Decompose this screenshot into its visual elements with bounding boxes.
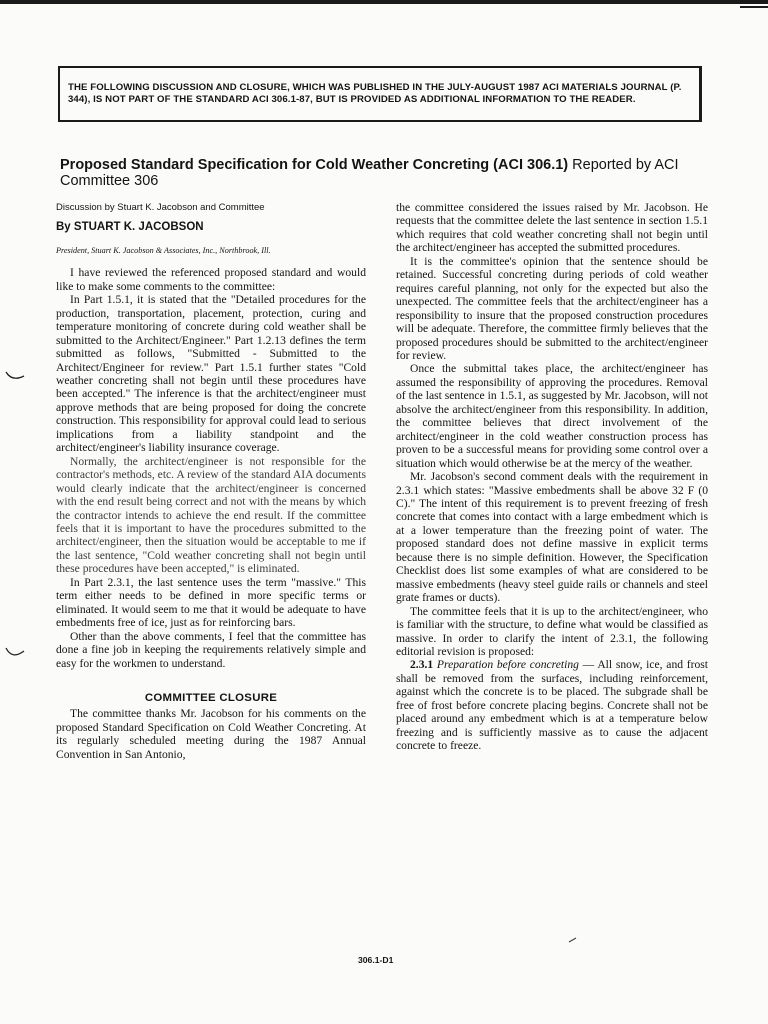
discussion-paragraph: In Part 2.3.1, the last sentence uses the term "massive." This term either needs to be defined in more specific terms or eliminated. It would seem to me that it would be adequate to have embedments free of ice, just as for reinforcing bars. (56, 575, 366, 630)
top-rule (0, 0, 768, 4)
article-title-committee: Reported by ACI Committee 306 (60, 157, 679, 189)
margin-check-mark-icon (4, 644, 26, 662)
right-column (396, 201, 708, 753)
author-byline: By STUART K. JACOBSON (56, 221, 204, 234)
article-title (60, 157, 710, 189)
notice-box (58, 66, 702, 122)
closure-paragraph: The committee thanks Mr. Jacobson for his comments on the proposed Standard Specification on Cold Weather Concreting. At its regularly scheduled meeting during the 1987 Annual Convention in San Antonio, (56, 707, 366, 761)
margin-check-mark-icon (4, 368, 26, 384)
article-title-main: Proposed Standard Specification for Cold Weather Concreting (ACI 306.1) (60, 157, 569, 173)
discussion-paragraph: Normally, the architect/engineer is not responsible for the contractor's methods, etc. A review of the standard AIA documents would clearly indicate that the architect/engineer is concerned with the end result being correct and not with the means by which the contractor intends to achieve the end result. If the committee feels that it is important to have the procedures submitted to the architect/engineer, then the situation would be acceptable to me if the last sentence, "Cold weather concreting shall not begin until these procedures have been accepted," is eliminated. (56, 454, 366, 576)
closure-paragraph: The committee feels that it is up to the architect/engineer, who is familiar with the structure, to define what would be classified as massive. In order to clarify the intent of 2.3.1, the following editorial revision is proposed: (396, 604, 708, 658)
left-column (56, 201, 366, 761)
closure-paragraph: Mr. Jacobson's second comment deals with the requirement in 2.3.1 which states: "Massive embedments shall be above 32 F (0 C)." The intent of this requirement is to prevent freezing of fresh concrete that comes into contact with a large embedment which is at a lower temperature than the freezing point of water. The proposed standard does not define massive in explicit terms because there is no simple definition. However, the Specification Checklist does list some examples of what are considered to be massive embedments (heavy steel guide rails or channels and steel grate frames or ducts). (396, 470, 708, 605)
top-rule-fragment (740, 6, 768, 8)
closure-heading: COMMITTEE CLOSURE (144, 691, 278, 704)
revision-number: 2.3.1 (410, 658, 434, 672)
discussion-credit: Discussion by Stuart K. Jacobson and Committee (56, 202, 265, 213)
discussion-paragraph: Other than the above comments, I feel that the committee has done a fine job in keeping the requirements relatively simple and easy for the workmen to understand. (56, 629, 366, 670)
revision-dash: — (578, 658, 598, 672)
author-affiliation: President, Stuart K. Jacobson & Associates, Inc., Northbrook, Ill. (56, 245, 271, 255)
discussion-paragraph: In Part 1.5.1, it is stated that the "Detailed procedures for the production, transportation, placement, protection, curing and temperature monitoring of concrete during cold weather shall be submitted to the Architect/Engineer." Part 1.2.13 defines the term submitted as follows, "Submitted - Submitted to the Architect/Engineer for review." Part 1.5.1 further states "Cold weather concreting shall not begin until these procedures have been accepted." The inference is that the architect/engineer must approve methods that are being proposed for doing the concrete construction. This responsibility for approval could lead to serious implications from a liability standpoint and the architect/engineer's liability insurance coverage. (56, 293, 366, 455)
closure-paragraph: Once the submittal takes place, the architect/engineer has assumed the responsibility of approving the procedures. Removal of the last sentence in 1.5.1, as suggested by Mr. Jacobson, will not absolve the architect/engineer from this responsibility. In addition, the committee believes that direct involvement of the architect/engineer in the cold weather construction process has proven to be a successful means for providing some control over a situation which would otherwise be at the mercy of the weather. (396, 362, 708, 470)
closure-paragraph: the committee considered the issues raised by Mr. Jacobson. He requests that the committee delete the last sentence in section 1.5.1 which requires that cold weather concreting shall not begin until the architect/engineer has accepted the submitted procedures. (396, 201, 708, 255)
page-number: 306.1-D1 (358, 955, 394, 965)
revision-paragraph (396, 658, 708, 752)
revision-title: Preparation before concreting (436, 658, 579, 672)
notice-text: THE FOLLOWING DISCUSSION AND CLOSURE, WHICH WAS PUBLISHED IN THE JULY-AUGUST 1987 ACI MATERIALS JOURNAL (P. 344), IS NOT PART OF THE STANDARD ACI 306.1-87, BUT IS PROVIDED AS ADDITIONAL INFORMATION TO THE READER. (68, 82, 682, 105)
closure-paragraph: It is the committee's opinion that the sentence should be retained. Successful concreting during periods of cold weather requires careful planning, not only for the expected but also the unexpected. The committee feels that the architect/engineer has a responsibility to insure that the proposed construction procedures will be adequate. Therefore, the committee firmly believes that the proposed procedures should be submitted to the architect/engineer for review. (396, 254, 708, 362)
discussion-paragraph: I have reviewed the referenced proposed standard and would like to make some comments to the committee: (56, 266, 366, 293)
stray-pen-mark-icon (568, 936, 578, 944)
revision-text: All snow, ice, and frost shall be removed from the surfaces, including reinforcement, against which the concrete is to be placed. The subgrade shall be free of frost before concrete placing begins. Concrete shall not be placed around any embedment which is at a temperature below freezing and is sufficiently massive as to cause the adjacent concrete to freeze. (396, 658, 708, 753)
